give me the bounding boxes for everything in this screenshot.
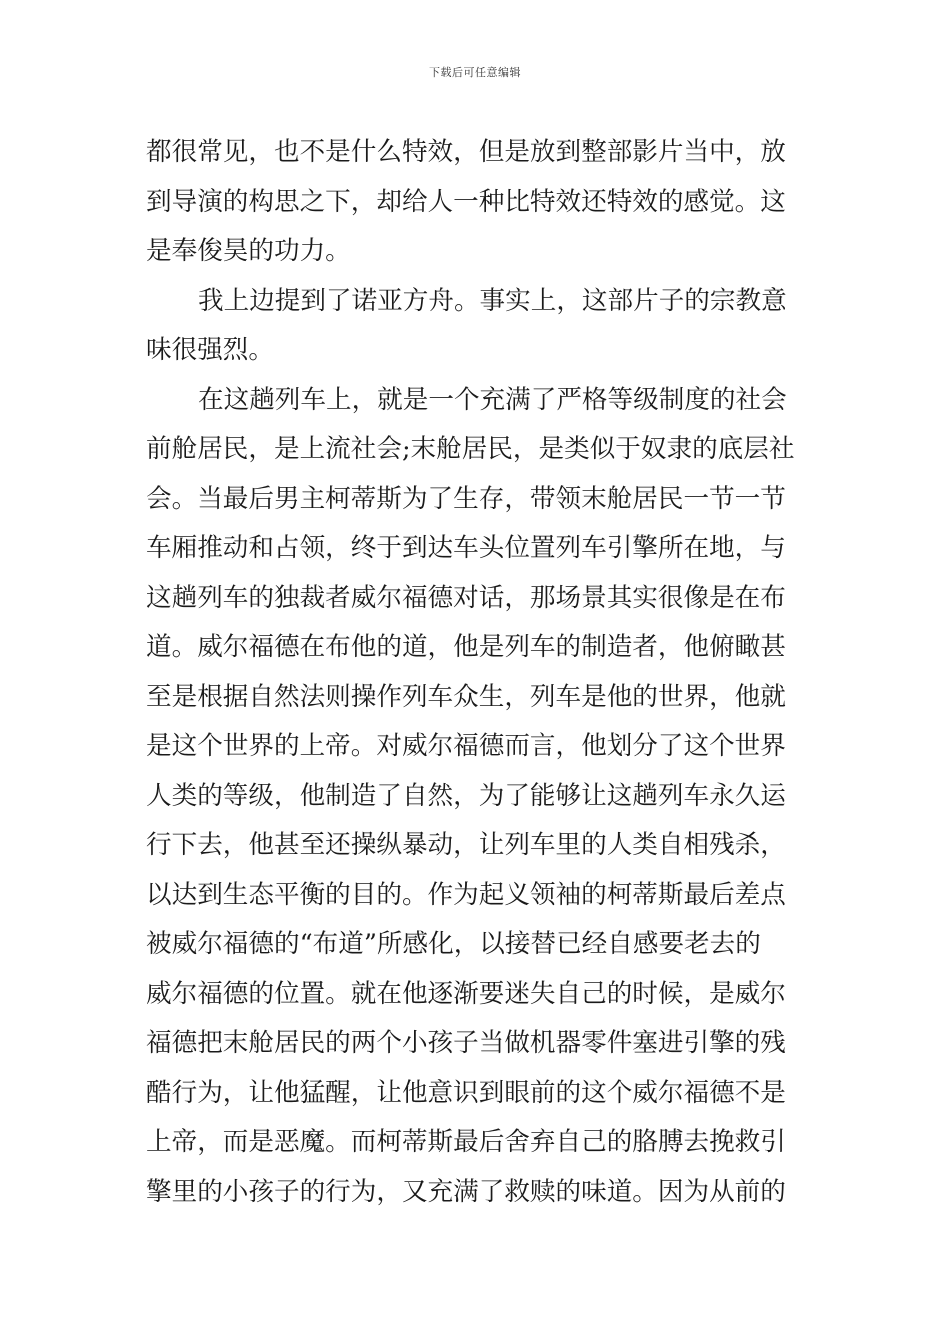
text-line: 是奉俊昊的功力。 [146, 236, 351, 266]
text-line: 人类的等级，他制造了自然，为了能够让这趟列车永久运 [146, 780, 786, 811]
text-line: 以达到生态平衡的目的。作为起义领袖的柯蒂斯最后差点 [146, 879, 786, 910]
paragraph-2 [146, 277, 810, 376]
paragraph-1 [146, 128, 810, 277]
text-line: 道。威尔福德在布他的道，他是列车的制造者，他俯瞰甚 [146, 632, 786, 662]
text-line: 前舱居民，是上流社会;末舱居民，是类似于奴隶的底层社 [146, 434, 795, 464]
text-line: 上帝，而是恶魔。而柯蒂斯最后舍弃自己的胳膊去挽救引 [146, 1127, 786, 1157]
text-line: 在这趟列车上，就是一个充满了严格等级制度的社会 [198, 384, 787, 415]
text-line: 这趟列车的独裁者威尔福德对话，那场景其实很像是在布 [146, 582, 786, 613]
text-line: 行下去，他甚至还操纵暴动，让列车里的人类自相残杀， [146, 830, 786, 860]
text-line: 被威尔福德的“布道”所感化，以接替已经自感要老去的 [146, 929, 761, 959]
text-line: 福德把末舱居民的两个小孩子当做机器零件塞进引擎的残 [146, 1028, 786, 1058]
text-line: 车厢推动和占领，终于到达车头位置列车引擎所在地，与 [146, 533, 786, 563]
text-line: 擎里的小孩子的行为，又充满了救赎的味道。因为从前的 [146, 1176, 786, 1207]
document-body [146, 128, 810, 1217]
text-line: 是这个世界的上帝。对威尔福德而言，他划分了这个世界 [146, 731, 786, 761]
text-line: 到导演的构思之下，却给人一种比特效还特效的感觉。这 [146, 186, 786, 217]
page-header: 下载后可任意编辑 [429, 66, 521, 79]
text-line: 会。当最后男主柯蒂斯为了生存，带领末舱居民一节一节 [146, 483, 786, 514]
paragraph-3 [146, 376, 810, 1218]
text-line: 味很强烈。 [146, 335, 274, 365]
text-line: 我上边提到了诺亚方舟。事实上，这部片子的宗教意 [198, 285, 787, 316]
text-line: 威尔福德的位置。就在他逐渐要迷失自己的时候，是威尔 [146, 978, 786, 1009]
text-line: 至是根据自然法则操作列车众生，列车是他的世界，他就 [146, 681, 786, 712]
text-line: 酷行为，让他猛醒，让他意识到眼前的这个威尔福德不是 [146, 1077, 786, 1108]
text-line: 都很常见，也不是什么特效，但是放到整部影片当中，放 [146, 137, 786, 167]
